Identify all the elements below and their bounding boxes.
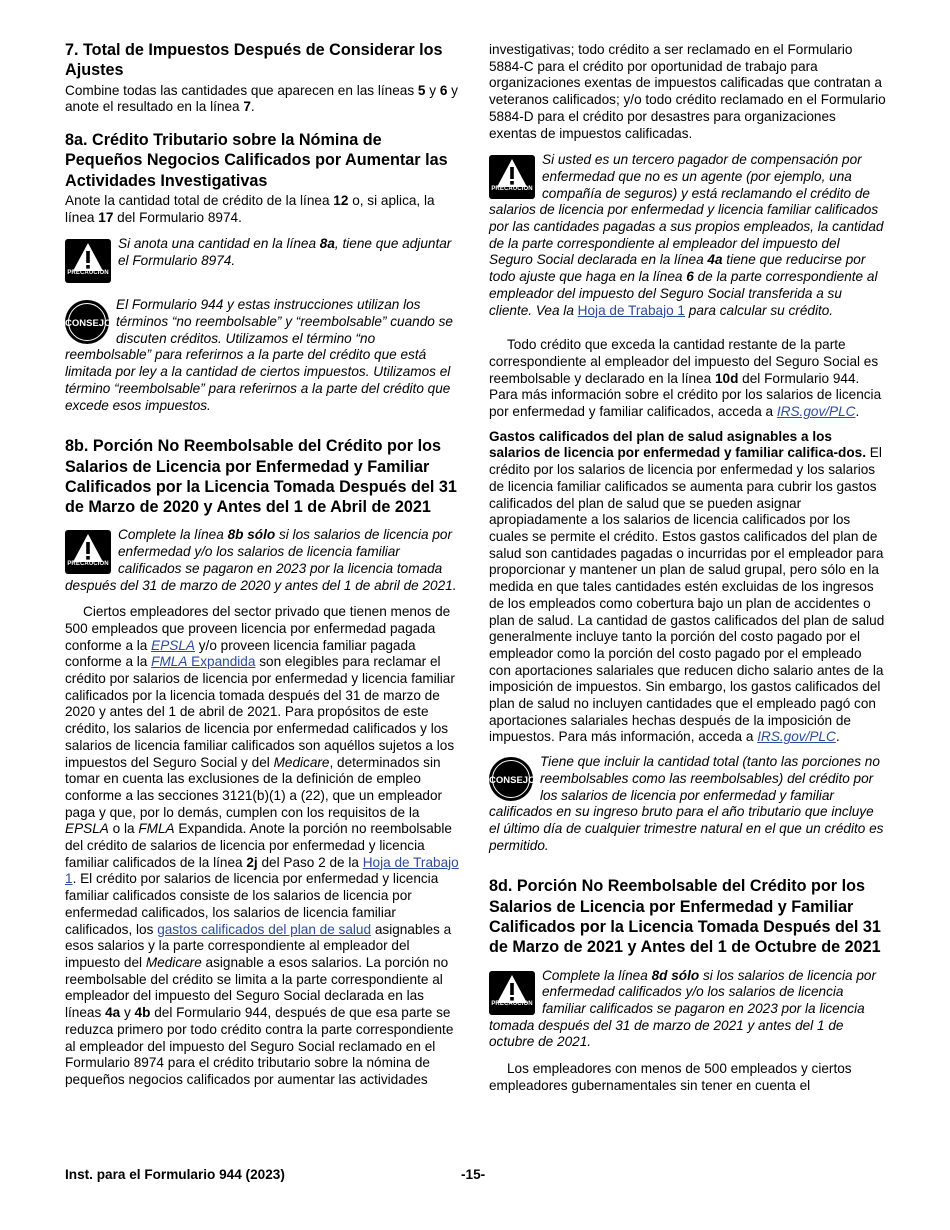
- caution-icon: [65, 239, 111, 283]
- irs-plc-link[interactable]: IRS.gov/PLC: [757, 729, 836, 745]
- section-7-body: Combine todas las cantidades que aparecen en las líneas 5 y 6 y anote el resultado en la línea 7.: [65, 82, 458, 115]
- caution-label: PRECAUCION: [491, 185, 533, 192]
- tip-label: CONSEJO: [65, 318, 112, 330]
- caution-label: PRECAUCION: [491, 1000, 533, 1007]
- footer-title: Inst. para el Formulario 944 (2023): [65, 1167, 285, 1182]
- caution-note-8d: PRECAUCION Complete la línea 8d sólo si los salarios de licencia por enfermedad calificados y/o los salarios de licencia familiar calificados se pagaron en 2023 por la licencia tomada después del 31 de marzo de 2021 y antes del 1 de octubre de 2021.: [489, 967, 876, 1050]
- gastos-calificados-link[interactable]: gastos calificados del plan de salud: [157, 921, 372, 937]
- health-plan-paragraph: Gastos calificados del plan de salud asignables a los salarios de licencia por enfermedad y familiar califica-dos. El crédito por los salarios de licencia por enfermedad y los salarios de licencia familiar calificados se aumenta para cubrir los gastos calificados del plan de salud que se pueden asignar apropiadamente a los salarios de licencia calificados por los cuales se permite el crédito. Estos gastos calificados del plan de salud son cantidades pagadas o incurridas por el empleador para proporcionar y mantener un plan de salud grupal, pero sólo en la medida en que tales cantidades estén excluidas de los ingresos de los empleados como cobertura bajo un plan de accidentes o plan de salud. La cantidad de gastos calificados del plan de salud generalmente incluye tanto la porción del costo pagado por el empleador como la porción del costo pagado por el empleado con aportaciones salariales que reducen dicho salario antes de la imposición de impuestos. Sin embargo, los gastos calificados del plan de salud no incluyen cantidades que el empleado pagó con aportaciones salariales hechas después de la imposición de impuestos. Para más información, acceda a IRS.gov/PLC.: [489, 428, 885, 745]
- left-column: [65, 40, 462, 1089]
- tip-note-gross-income: CONSEJO Tiene que incluir la cantidad total (tanto las porciones no reembolsables como las reembolsables) del crédito por los salarios de licencia por enfermedad y familiar calificados en su ingreso bruto para el año tributario que incluye el último día de cualquier trimestre natural en el que un crédito es permitido.: [489, 754, 884, 853]
- tip-label: CONSEJO: [489, 775, 536, 787]
- section-8d-heading: 8d. Porción No Reembolsable del Crédito por los Salarios de Licencia por Enfermedad y Familiar Calificados por la Licencia Tomada Después del 31 de Marzo de 2021 y Antes del 1 de Octubre de 2021: [489, 877, 881, 957]
- section-8b-heading: 8b. Porción No Reembolsable del Crédito por los Salarios de Licencia por Enfermedad y Familiar Calificados por la Licencia Tomada Después del 31 de Marzo de 2020 y Antes del 1 de Abril de 2021: [65, 437, 457, 517]
- caution-label: PRECAUCION: [67, 560, 109, 567]
- tip-icon: [65, 300, 112, 344]
- caution-icon: [65, 530, 111, 574]
- caution-note-8b: PRECAUCION Complete la línea 8b sólo si los salarios de licencia por enfermedad y/o los salarios de licencia familiar calificados se pagaron en 2023 por la licencia tomada después del 31 de marzo de 2020 y antes del 1 de abril de 2021.: [65, 527, 457, 593]
- tip-note-8a: CONSEJO El Formulario 944 y estas instrucciones utilizan los términos “no reembolsable” y “reembolsable” cuando se discuten créditos. Utilizamos el término “no reembolsable” para referirnos a la parte del crédito que está limitada por ley a la cantidad de ciertos impuestos. Utilizamos el término “reembolsable” para referirnos a la parte del crédito que excede esos impuestos.: [65, 297, 453, 413]
- page-footer: [65, 1167, 886, 1182]
- section-7-heading: 7. Total de Impuestos Después de Considerar los Ajustes: [65, 41, 443, 80]
- fmla-expandida-link[interactable]: FMLA Expandida: [151, 654, 256, 670]
- section-8d-paragraph: Los empleadores con menos de 500 empleados y ciertos empleadores gubernamentales sin tener en cuenta el: [489, 1061, 852, 1093]
- refundable-paragraph: Todo crédito que exceda la cantidad restante de la parte correspondiente al empleador del impuesto del Seguro Social es reembolsable y declarado en la línea 10d del Formulario 944. Para más información sobre el crédito por los salarios de licencia por enfermedad y familiar calificados, acceda a IRS.gov/PLC.: [489, 337, 882, 420]
- section-8a-body: Anote la cantidad total de crédito de la línea 12 o, si aplica, la línea 17 del Formulario 8974.: [65, 192, 435, 225]
- epsla-link[interactable]: EPSLA: [151, 637, 195, 653]
- right-column: [489, 40, 886, 1094]
- section-8a-heading: 8a. Crédito Tributario sobre la Nómina de Pequeños Negocios Calificados por Aumentar las Actividades Investigativas: [65, 131, 448, 190]
- caution-label: PRECAUCION: [67, 269, 109, 276]
- tip-icon: [489, 757, 536, 801]
- caution-icon: [489, 155, 535, 199]
- irs-plc-link[interactable]: IRS.gov/PLC: [776, 404, 856, 420]
- hoja-de-trabajo-1-link[interactable]: Hoja de Trabajo 1: [577, 302, 685, 318]
- page-number: -15-: [461, 1167, 486, 1182]
- section-8b-paragraph: Ciertos empleadores del sector privado que tienen menos de 500 empleados que proveen licencia por enfermedad pagada conforme a la EPSLA y/o proveen licencia familiar pagada conforme a la FMLA Expandida son elegibles para reclamar el crédito por salarios de licencia por enfermedad y licencia familiar calificados por la licencia tomada después del 31 de marzo de 2020 y antes del 1 de abril de 2021. Para propósitos de este crédito, los salarios de licencia por enfermedad calificados y los salarios de licencia familiar calificados son aquéllos sujetos a los impuestos del Seguro Social y del Medicare, determinados sin tomar en cuenta las exclusiones de la definición de empleo conforme a las secciones 3121(b)(1) a (22), que un empleador paga y que, por lo demás, cumplen con los requisitos de la EPSLA o la FMLA Expandida. Anote la porción no reembolsable del crédito de salarios de licencia por enfermedad y licencia familiar calificados de la línea 2j del Paso 2 de la Hoja de Trabajo 1. El crédito por salarios de licencia por enfermedad y licencia familiar calificados consiste de los salarios de licencia por enfermedad calificados, los salarios de licencia familiar calificados, los gastos calificados del plan de salud asignables a esos salarios y la parte correspondiente al empleador del impuesto del Medicare asignable a esos salarios. La porción no reembolsable del crédito se limita a la parte correspondiente al empleador del impuesto del Seguro Social declarada en las líneas 4a y 4b del Formulario 944, después de que esa parte se reduzca primero por todo crédito contra la parte correspondiente al empleador del impuesto del Seguro Social reclamado en el Formulario 8974 para el crédito tributario sobre la nómina de pequeños negocios calificados por aumentar las actividades: [65, 604, 459, 1087]
- caution-note-third-party: PRECAUCION Si usted es un tercero pagador de compensación por enfermedad que no es un agente (por ejemplo, una compañía de seguros) y está reclamando el crédito de salarios de licencia por enfermedad y licencia familiar calificados por las cantidades pagadas a sus propios empleados, la cantidad de la parte correspondiente al empleador del impuesto del Seguro Social declarada en la línea 4a tiene que reducirse por todo ajuste que haga en la línea 6 de la parte correspondiente al empleador del impuesto del Seguro Social transferida a su cliente. Vea la Hoja de Trabajo 1 para calcular su crédito.: [489, 152, 884, 318]
- continued-paragraph: investigativas; todo crédito a ser reclamado en el Formulario 5884-C para el crédito por oportunidad de trabajo para organizaciones exentas de impuestos calificadas que contratan a veteranos calificados; y/o todo crédito reclamado en el Formulario 5884-D para el crédito por desastres para organizaciones exentas de impuestos calificadas.: [489, 42, 886, 141]
- caution-icon: [489, 971, 535, 1015]
- caution-note-8a: PRECAUCION Si anota una cantidad en la línea 8a, tiene que adjuntar el Formulario 8974.: [65, 236, 462, 283]
- hoja-de-trabajo-1-link[interactable]: Hoja de Trabajo 1: [65, 854, 459, 887]
